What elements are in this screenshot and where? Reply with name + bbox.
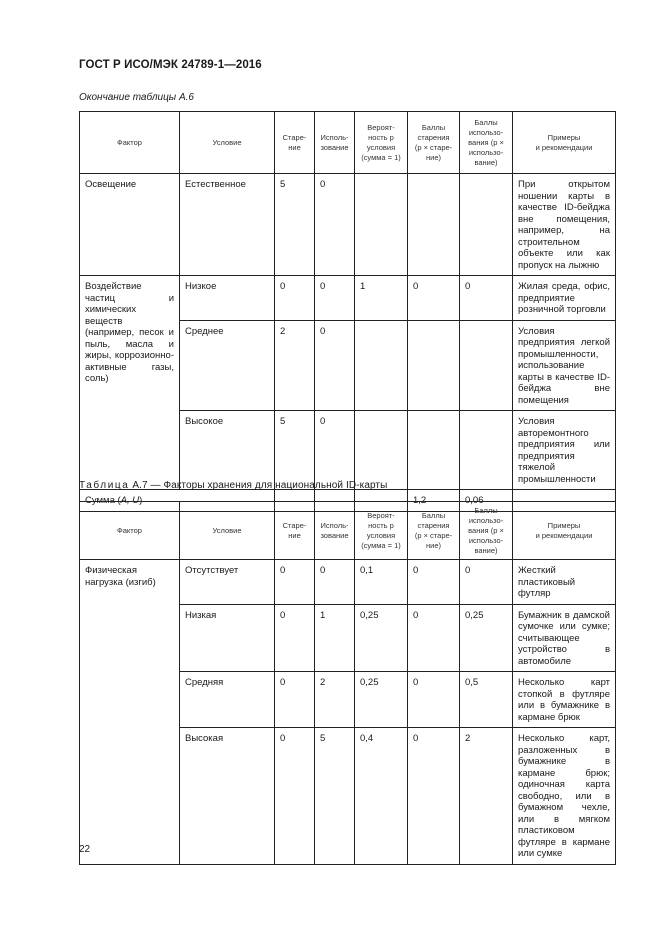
header-factor: Фактор	[80, 112, 180, 174]
condition-cell: Высокая	[180, 728, 275, 865]
header-probability: Вероят- ность p условия (сумма = 1)	[355, 502, 408, 560]
aging-points-cell: 0	[408, 672, 460, 728]
probability-cell: 1	[355, 276, 408, 321]
aging-points-cell: 0	[408, 604, 460, 672]
aging-points-cell: 0	[408, 560, 460, 605]
usage-points-cell	[460, 174, 513, 276]
aging-cell: 0	[275, 672, 315, 728]
probability-cell	[355, 411, 408, 490]
aging-cell: 5	[275, 174, 315, 276]
probability-cell: 0,4	[355, 728, 408, 865]
aging-cell: 0	[275, 560, 315, 605]
usage-points-cell	[460, 320, 513, 411]
table-row	[80, 174, 616, 276]
table1-caption: Окончание таблицы А.6	[79, 92, 194, 103]
aging-points-cell: 0	[408, 276, 460, 321]
table-row	[80, 560, 616, 605]
examples-cell: При открытом ношении карты в качестве ID-бейджа вне помещения, например, на строительном объекте или как пропуск на лыжню	[513, 174, 616, 276]
aging-cell: 0	[275, 604, 315, 672]
usage-cell: 2	[315, 672, 355, 728]
usage-points-cell: 0,25	[460, 604, 513, 672]
probability-cell	[355, 174, 408, 276]
aging-cell: 0	[275, 728, 315, 865]
condition-cell: Отсутствует	[180, 560, 275, 605]
header-usage-points: Баллы использо- вания (p × использо- вание)	[460, 112, 513, 174]
usage-cell: 0	[315, 560, 355, 605]
condition-cell: Высокое	[180, 411, 275, 490]
header-condition: Условие	[180, 502, 275, 560]
usage-points-cell: 0	[460, 560, 513, 605]
usage-points-cell: 0	[460, 276, 513, 321]
table2-caption	[79, 480, 387, 491]
sum-label-text: Сумма (A, U)	[85, 495, 143, 506]
usage-cell: 0	[315, 174, 355, 276]
aging-points-cell	[408, 320, 460, 411]
usage-points-cell	[460, 411, 513, 490]
examples-cell: Бумажник в дамской сумочке или сумке; считывающее устройство в автомобиле	[513, 604, 616, 672]
header-aging: Старе- ние	[275, 112, 315, 174]
condition-cell: Средняя	[180, 672, 275, 728]
sum-usage-points: 0,06	[460, 490, 513, 512]
usage-cell: 5	[315, 728, 355, 865]
table-a6-end	[79, 111, 616, 512]
header-probability: Вероят- ность p условия (сумма = 1)	[355, 112, 408, 174]
document-header: ГОСТ Р ИСО/МЭК 24789-1—2016	[79, 59, 262, 71]
header-condition: Условие	[180, 112, 275, 174]
examples-cell: Условия авторемонтного предприятия или предприятия тяжелой промышленности	[513, 411, 616, 490]
sum-variables: A, U	[120, 495, 140, 506]
factor-cell: Освещение	[80, 174, 180, 276]
table2-caption-title: А.7 — Факторы хранения для национальной ID-карты	[132, 480, 388, 491]
examples-cell: Несколько карт, разложенных в бумажнике в кармане брюк; одиночная карта свободно, или в бумажном чехле, или в мягком пластиковом футляре в кармане или сумке	[513, 728, 616, 865]
sum-aging-points: 1,2	[408, 490, 460, 512]
header-usage-points: Баллы использо- вания (p × использо- вание)	[460, 502, 513, 560]
table-row	[80, 276, 616, 321]
factor-cell: Воздействие частиц и химических веществ (например, песок и пыль, масла и жиры, коррозионно-активные газы, соль)	[80, 276, 180, 490]
probability-cell: 0,25	[355, 672, 408, 728]
usage-cell: 0	[315, 276, 355, 321]
header-aging-points: Баллы старения (p × старе- ние)	[408, 112, 460, 174]
aging-points-cell	[408, 411, 460, 490]
header-usage: Исполь- зование	[315, 112, 355, 174]
table1-header-row	[80, 112, 616, 174]
aging-points-cell: 0	[408, 728, 460, 865]
aging-cell: 5	[275, 411, 315, 490]
probability-cell	[355, 320, 408, 411]
header-aging-points: Баллы старения (p × старе- ние)	[408, 502, 460, 560]
usage-cell: 1	[315, 604, 355, 672]
condition-cell: Низкое	[180, 276, 275, 321]
header-examples: Примеры и рекомендации	[513, 112, 616, 174]
table2-header-row	[80, 502, 616, 560]
header-factor: Фактор	[80, 502, 180, 560]
examples-cell: Жесткий пластиковый футляр	[513, 560, 616, 605]
aging-cell: 0	[275, 276, 315, 321]
usage-points-cell: 0,5	[460, 672, 513, 728]
examples-cell: Условия предприятия легкой промышленности, использование карты в качестве ID-бейджа вне помещения	[513, 320, 616, 411]
probability-cell: 0,1	[355, 560, 408, 605]
condition-cell: Низкая	[180, 604, 275, 672]
header-examples: Примеры и рекомендации	[513, 502, 616, 560]
condition-cell: Среднее	[180, 320, 275, 411]
usage-cell: 0	[315, 320, 355, 411]
page-number: 22	[79, 844, 91, 855]
header-usage: Исполь- зование	[315, 502, 355, 560]
examples-cell: Несколько карт стопкой в футляре или в бумажнике в кармане брюк	[513, 672, 616, 728]
factor-cell: Физическая нагрузка (изгиб)	[80, 560, 180, 865]
table2-caption-prefix: Таблица	[79, 480, 130, 491]
header-aging: Старе- ние	[275, 502, 315, 560]
aging-cell: 2	[275, 320, 315, 411]
probability-cell: 0,25	[355, 604, 408, 672]
condition-cell: Естественное	[180, 174, 275, 276]
examples-cell: Жилая среда, офис, предприятие розничной торговли	[513, 276, 616, 321]
usage-points-cell: 2	[460, 728, 513, 865]
aging-points-cell	[408, 174, 460, 276]
usage-cell: 0	[315, 411, 355, 490]
table-a7	[79, 501, 616, 865]
